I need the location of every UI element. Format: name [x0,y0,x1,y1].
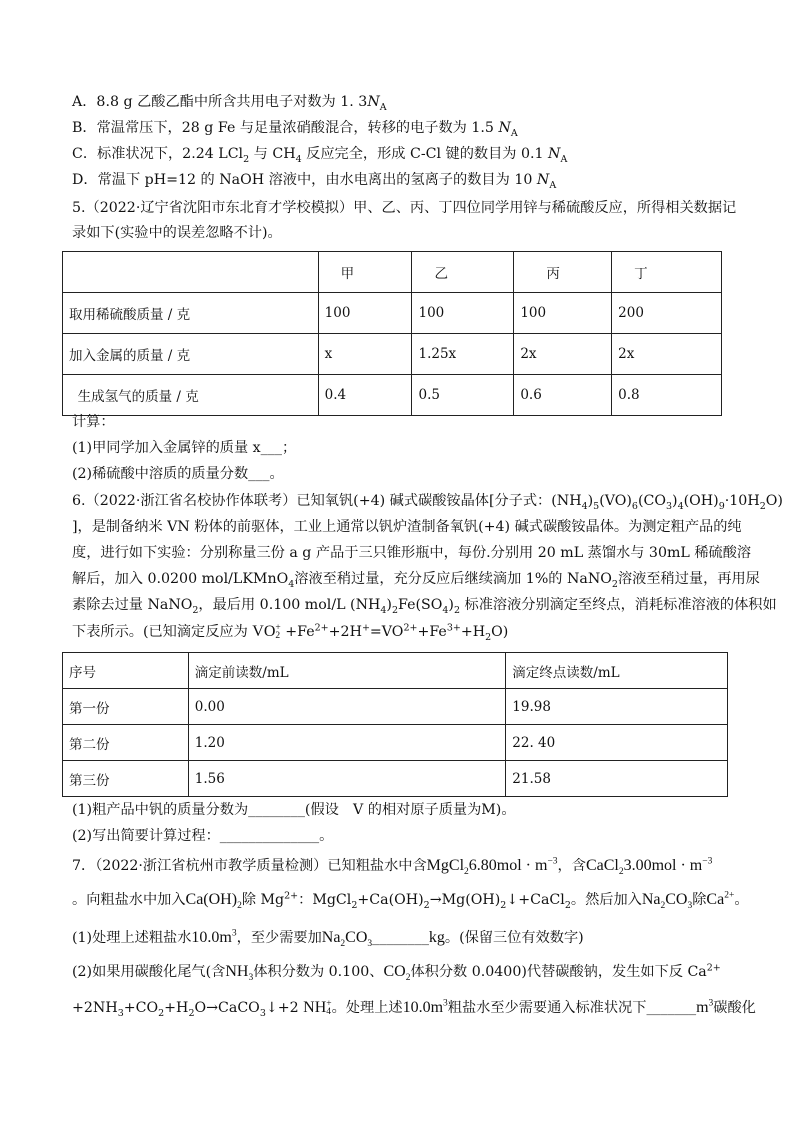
table-row [63,252,722,293]
table-cell: 加入金属的质量 / 克 [63,334,319,375]
q6-sub2: (2)写出简要计算过程：______________。 [72,828,334,844]
q6-line1: 6.（2022·浙江省名校协作体联考）已知氧钒(+4) 碱式碳酸铵晶体[分子式：$(NH_4)_5(VO)_6(CO_3)_4(OH)_9\cdot 10H_2O$) [72,493,783,512]
table-cell: 19.98 [506,689,728,725]
q5-sub1: (1)甲同学加入金属锌的质量 x___； [72,440,297,456]
table-header-cell: 甲 [318,252,412,293]
table-cell: 22. 40 [506,725,728,761]
table-cell: 100 [412,293,514,334]
table-row [63,293,722,334]
option-b: B．常温常压下，28 g Fe 与足量浓硝酸混合，转移的电子数为 1.5 $N_A$ [72,120,518,139]
q7-line1: 7．（2022·浙江省杭州市教学质量检测）已知粗盐水中含MgCl$_2$6.80mol · $m^{-3}$，含CaCl$_2$3.00mol · $m^{-3}$ [72,856,713,878]
table-cell: 100 [514,293,612,334]
table-header-cell [63,252,319,293]
table-cell: 生成氢气的质量 / 克 [63,375,319,416]
q7-line4: $+2NH_3+CO_2+H_2O\to CaCO_3↓+2$ NH + 4 。处理上述$10.0m^3$粗盐水至少需要通入标准状况下$\_\_\_\_\_\_\_m^3$碳酸化 [72,998,756,1019]
q5-table [62,251,722,416]
table-cell: 1.56 [188,761,506,797]
table-cell: 1.25x [412,334,514,375]
q7-sub2: (2)如果用碳酸化尾气(含$NH_3$体积分数为 0.100、$CO_2$体积分数 0.0400)代替碳酸钠，发生如下反 $Ca^{2+}$ [72,962,721,984]
q5-line1: 5.（2022·辽宁省沈阳市东北育才学校模拟）甲、乙、丙、丁四位同学用锌与稀硫酸反应，所得相关数据记 [72,200,737,216]
option-d: D．常温下 pH=12 的 NaOH 溶液中，由水电离出的氢离子的数目为 10 $N_A$ [72,172,557,191]
table-row [63,653,728,689]
table-row [63,689,728,725]
q7-sub1: (1)处理上述粗盐水$10.0m^3$，至少需要加$Na_2CO_3\_\_\_\_\_\_\_\_kg$。(保留三位有效数字) [72,928,584,950]
q6-table [62,652,728,797]
table-cell: 取用稀硫酸质量 / 克 [63,293,319,334]
table-cell: 0.00 [188,689,506,725]
table-cell: 2x [612,334,722,375]
vo2-ion: VO + 2 [252,623,281,642]
q5-calc-label: 计算： [72,414,115,430]
table-cell: 1.20 [188,725,506,761]
table-header-cell: 序号 [63,653,189,689]
table-cell: 21.58 [506,761,728,797]
q6-line3: 度，进行如下实验：分别称量三份 a g 产品于三只锥形瓶中，每份.分别用 20 mL 蒸馏水与 30mL 稀硫酸溶 [72,545,752,561]
table-row [63,725,728,761]
q6-sub1: (1)粗产品中钒的质量分数为________(假设 V 的相对原子质量为M)。 [72,802,516,818]
table-header-cell: 乙 [412,252,514,293]
table-header-cell: 丙 [514,252,612,293]
option-c: C．标准状况下，2.24 LCl$_2$ 与 $CH_4$ 反应完全，形成 C-Cl 键的数目为 0.1 $N_A$ [72,146,568,165]
table-header-cell: 滴定前读数/mL [188,653,506,689]
table-row [63,334,722,375]
table-row [63,375,722,416]
q5-line2: 录如下(实验中的误差忽略不计)。 [72,225,282,241]
table-cell: 0.5 [412,375,514,416]
table-cell: 0.8 [612,375,722,416]
table-cell: 0.6 [514,375,612,416]
q6-line2: ]，是制备纳米 VN 粉体的前驱体，工业上通常以钒炉渣制备氧钒(+4) 碱式碳酸铵晶体。为测定粗产品的纯 [72,519,742,535]
table-cell: 第二份 [63,725,189,761]
table-cell: 100 [318,293,412,334]
table-header-cell: 丁 [612,252,722,293]
q6-line6: 下表所示。(已知滴定反应为 VO + 2 $+Fe^{2+}+2H^+=VO^{2+}+Fe^{3+}+H_2O$) [72,622,509,643]
table-cell: x [318,334,412,375]
table-cell: 0.4 [318,375,412,416]
table-cell: 第一份 [63,689,189,725]
q6-line4: 解后，加入 0.0200 mol/LKMnO$_4$溶液至稍过量，充分反应后继续滴加 1%的 NaNO$_2$溶液至稍过量，再用尿 [72,571,760,590]
q5-sub2: (2)稀硫酸中溶质的质量分数___。 [72,466,284,482]
table-cell: 200 [612,293,722,334]
option-a: A．8.8 g 乙酸乙酯中所含共用电子对数为 1. $3N_A$ [72,94,387,113]
table-cell: 第三份 [63,761,189,797]
table-row [63,761,728,797]
table-cell: 2x [514,334,612,375]
table-header-cell: 滴定终点读数/mL [506,653,728,689]
q7-line2: 。向粗盐水中加入$Ca(OH)_2$除 $Mg^{2+}$：$MgCl_2+Ca(OH)_2\to Mg(OH)_2↓+CaCl_2$。然后加入$Na_2CO_3$除$Ca^{2+}$。 [72,890,749,912]
q6-line5: 素除去过量 NaNO$_2$，最后用 0.100 mol/L $(NH_4)_2Fe(SO_4)_2$ 标准溶液分别滴定至终点，消耗标准溶液的体积如 [72,597,777,616]
